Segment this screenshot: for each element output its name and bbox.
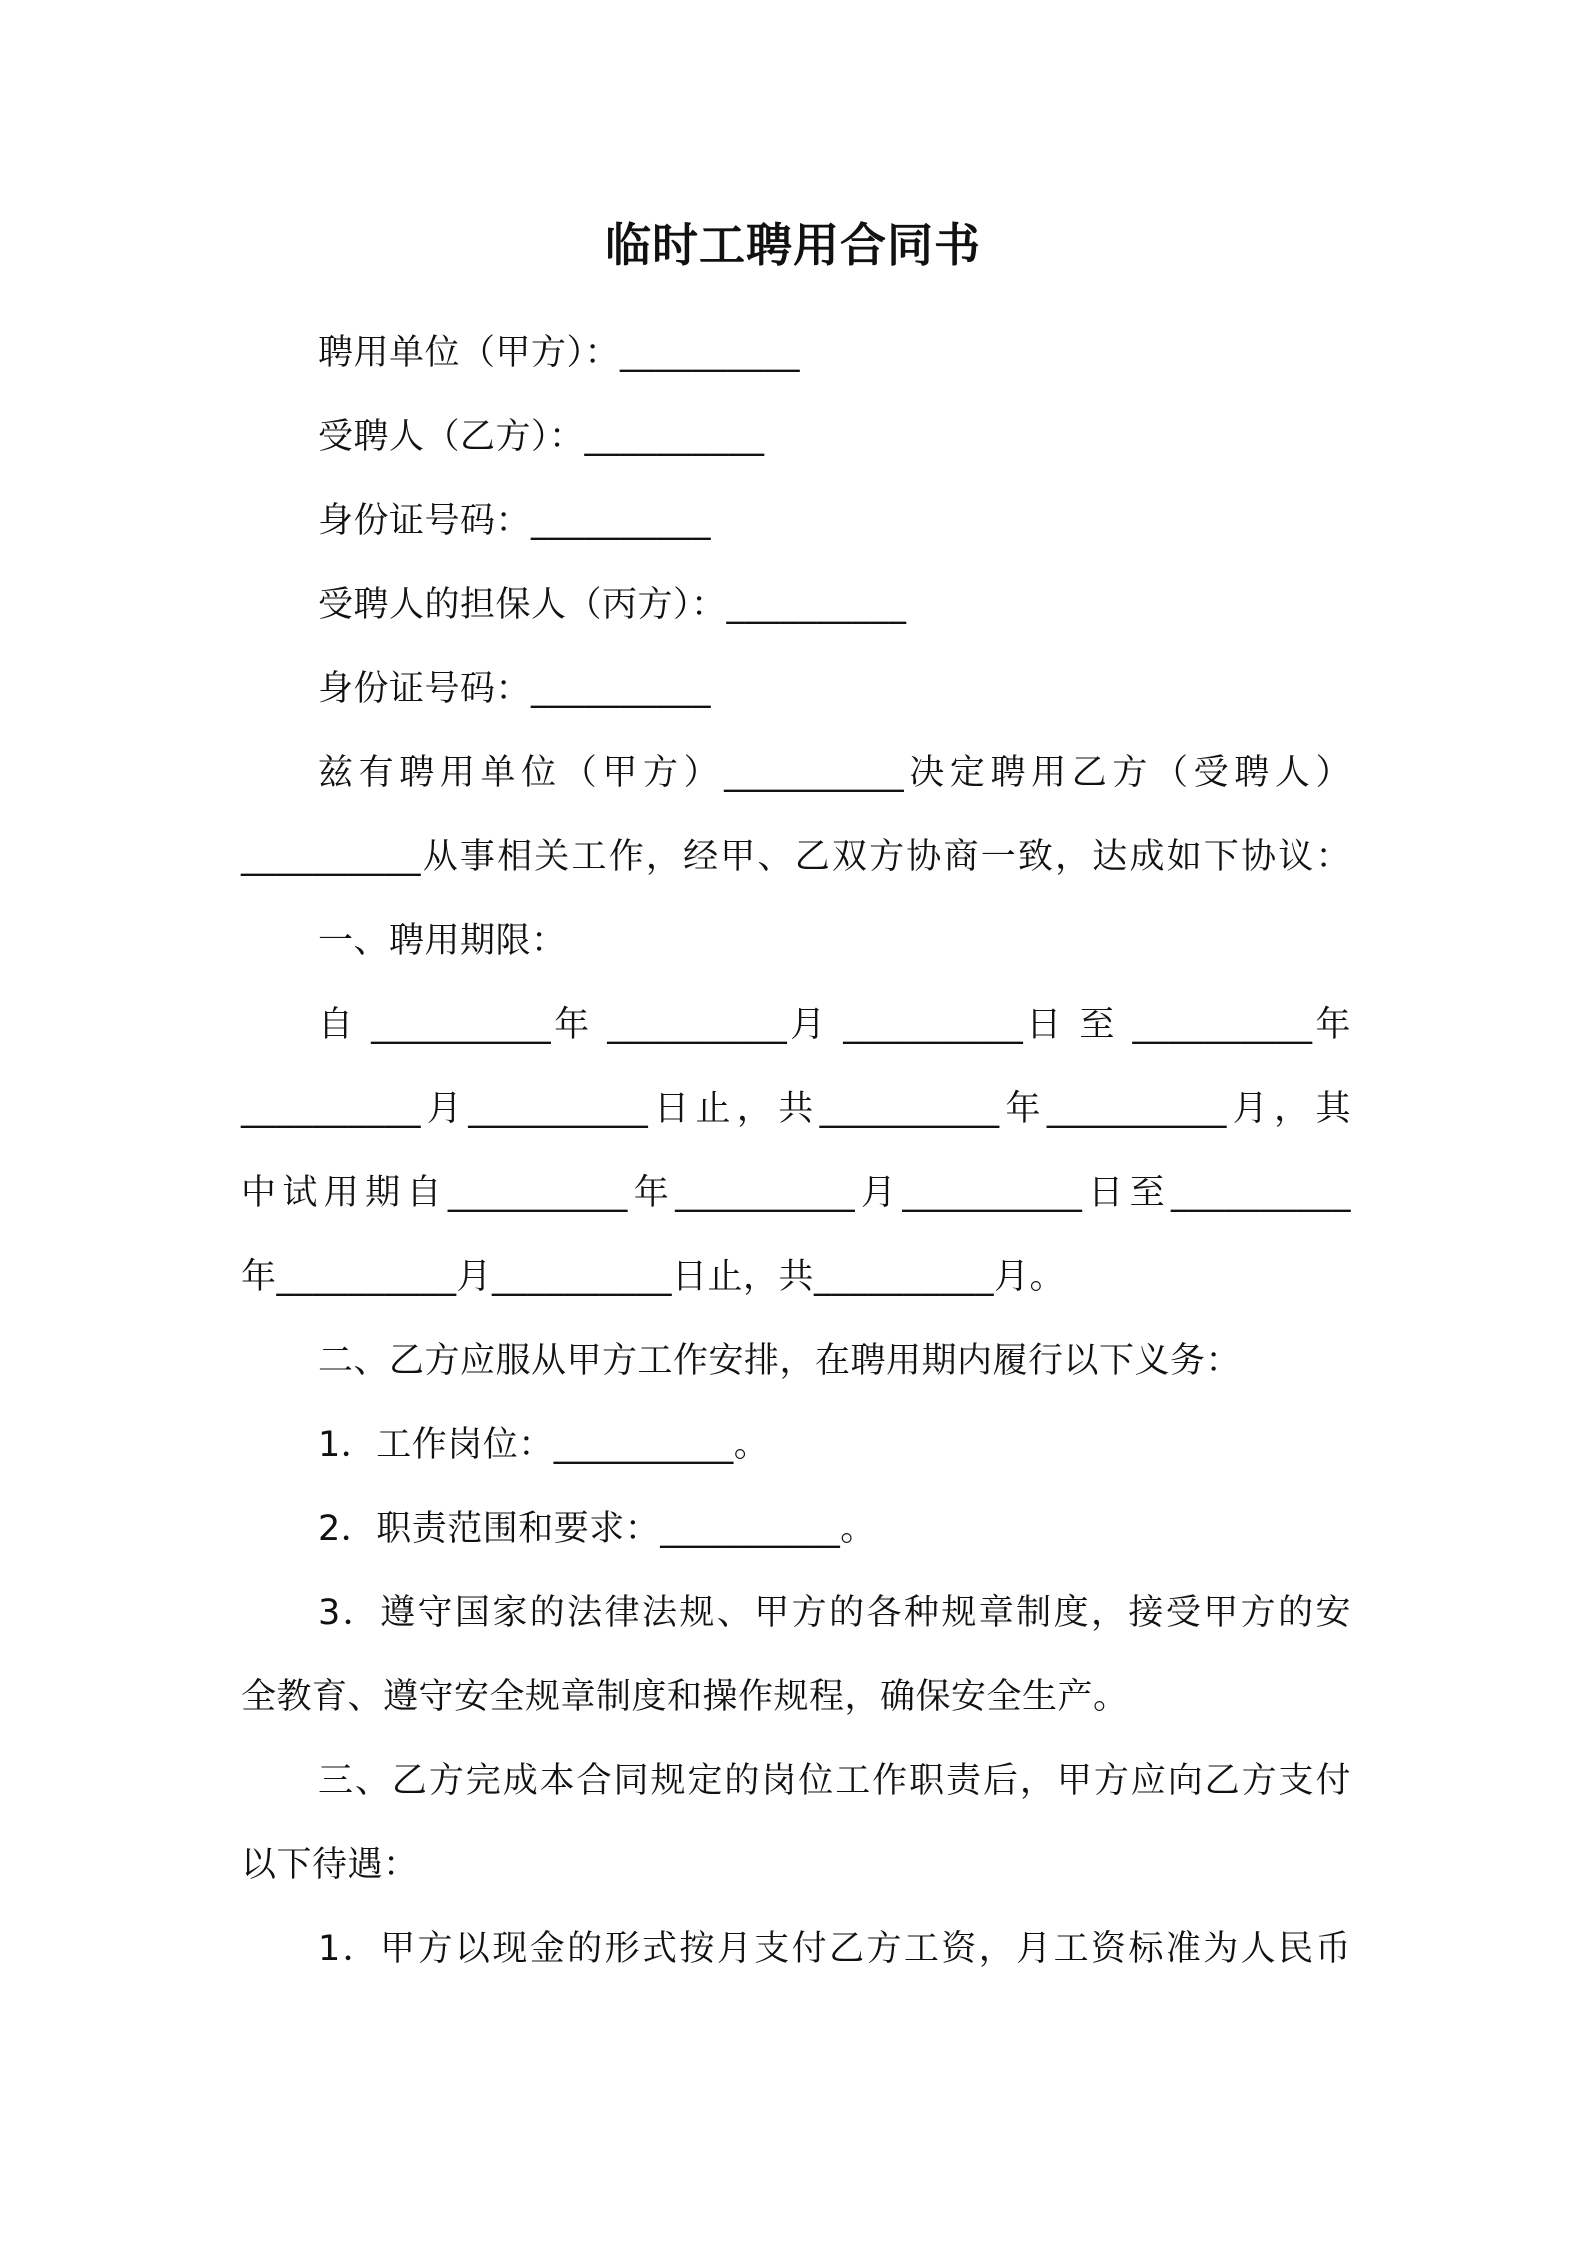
duty-1-line: 1．工作岗位：__________。 (318, 1425, 770, 1465)
duty-3-line-2: 全教育、遵守安全规章制度和操作规程，确保安全生产。 (241, 1677, 1129, 1717)
term-line-2: __________月__________日止，共__________年__________月，其 (241, 1089, 1351, 1129)
guarantor-id-line: 身份证号码：__________ (318, 669, 712, 709)
term-line-4: 年__________月__________日止，共__________月。 (241, 1257, 1066, 1297)
pay-1-line: 1．甲方以现金的形式按月支付乙方工资，月工资标准为人民币 (318, 1929, 1351, 1969)
section-2-heading: 二、乙方应服从甲方工作安排，在聘用期内履行以下义务： (318, 1341, 1242, 1381)
employer-line: 聘用单位（甲方）：__________ (318, 333, 801, 373)
section-3-line-1: 三、乙方完成本合同规定的岗位工作职责后，甲方应向乙方支付 (318, 1761, 1351, 1801)
preamble-line-1: 兹有聘用单位（甲方）__________决定聘用乙方（受聘人） (318, 753, 1351, 793)
guarantor-line: 受聘人的担保人（丙方）：__________ (318, 585, 907, 625)
document-title: 临时工聘用合同书 (605, 218, 981, 272)
term-line-1: 自 __________年 __________月 __________日 至 __________年 (318, 1005, 1351, 1045)
duty-2-line: 2．职责范围和要求：__________。 (318, 1509, 876, 1549)
employee-line: 受聘人（乙方）：__________ (318, 417, 765, 457)
section-1-heading: 一、聘用期限： (318, 921, 567, 961)
employee-id-line: 身份证号码：__________ (318, 501, 712, 541)
term-line-3: 中试用期自__________年__________月__________日至__________ (241, 1173, 1351, 1213)
preamble-line-2: __________从事相关工作，经甲、乙双方协商一致，达成如下协议： (241, 837, 1351, 877)
section-3-line-2: 以下待遇： (241, 1845, 419, 1885)
duty-3-line-1: 3．遵守国家的法律法规、甲方的各种规章制度，接受甲方的安 (318, 1593, 1351, 1633)
